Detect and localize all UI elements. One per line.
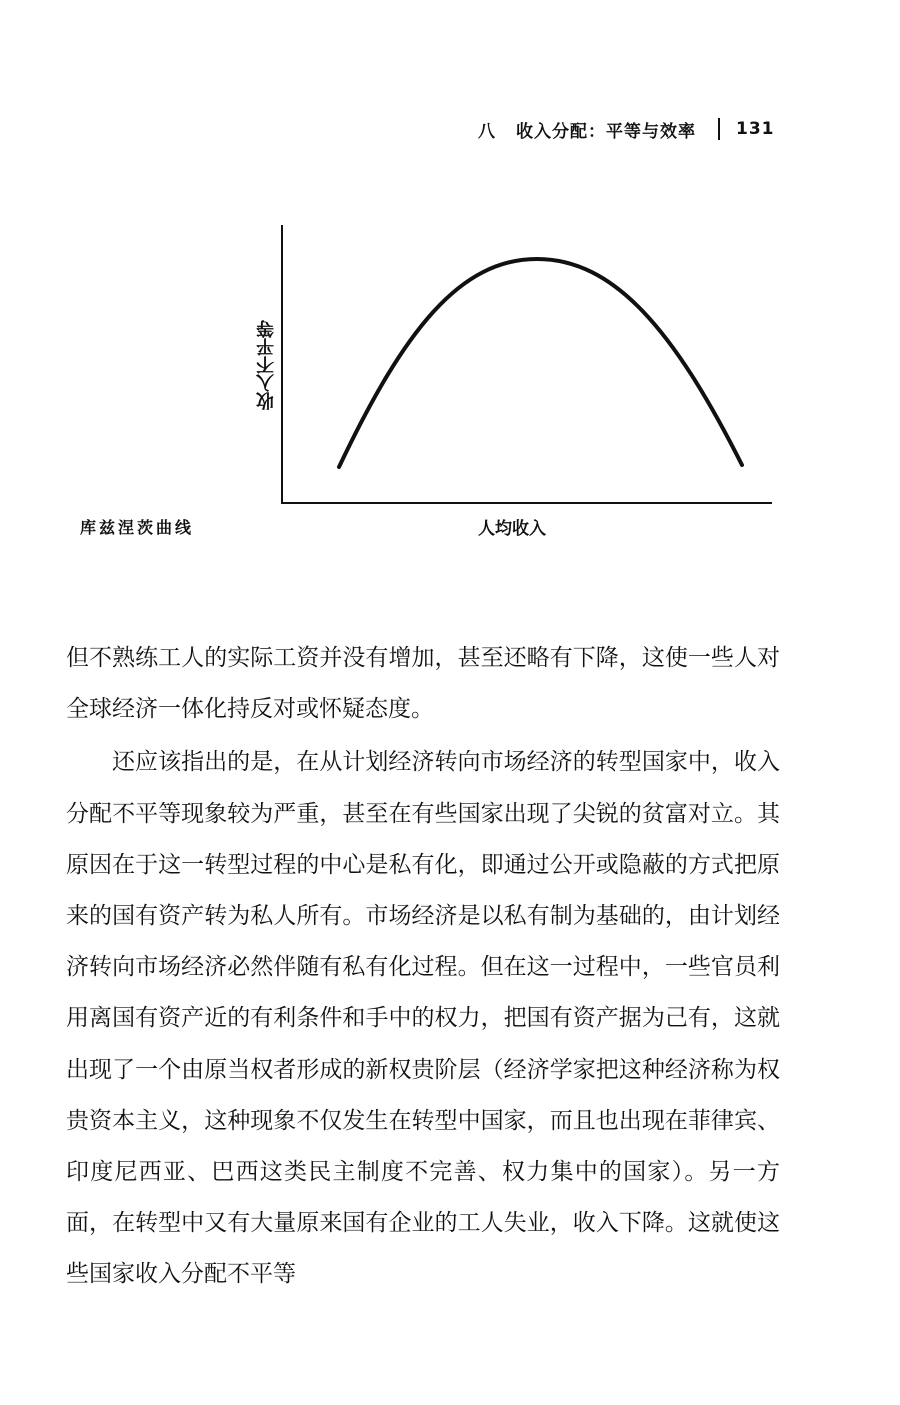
y-axis-label: 收入不平等: [256, 320, 277, 410]
inverted-u-curve: [339, 259, 742, 467]
paragraph: 但不熟练工人的实际工资并没有增加，甚至还略有下降，这使一些人对全球经济一体化持反对或怀疑态度。: [66, 645, 780, 723]
figure-plot: [0, 0, 900, 560]
body-text: [66, 633, 780, 1301]
paragraph: 还应该指出的是，在从计划经济转向市场经济的转型国家中，收入分配不平等现象较为严重，甚至在有些国家出现了尖锐的贫富对立。其原因在于这一转型过程的中心是私有化，即通过公开或隐蔽的方式把原来的国有资产转为私人所有。市场经济是以私有制为基础的，由计划经济转向市场经济必然伴随有私有化过程。但在这一过程中，一些官员利用离国有资产近的有利条件和手中的权力，把国有资产据为己有，这就出现了一个由原当权者形成的新权贵阶层（经济学家把这种经济称为权贵资本主义，这种现象不仅发生在转型中国家，而且也出现在菲律宾、印度尼西亚、巴西这类民主制度不完善、权力集中的国家）。另一方面，在转型中又有大量原来国有企业的工人失业，收入下降。这就使这些国家收入分配不平等: [66, 749, 780, 1288]
kuznets-curve-figure: [0, 0, 900, 560]
chapter-title: 收入分配：平等与效率: [516, 121, 696, 142]
page-number: 131: [736, 119, 775, 139]
x-axis-label: 人均收入: [478, 519, 546, 539]
chapter-number: 八: [478, 121, 496, 142]
figure-caption: 库兹涅茨曲线: [80, 518, 195, 537]
